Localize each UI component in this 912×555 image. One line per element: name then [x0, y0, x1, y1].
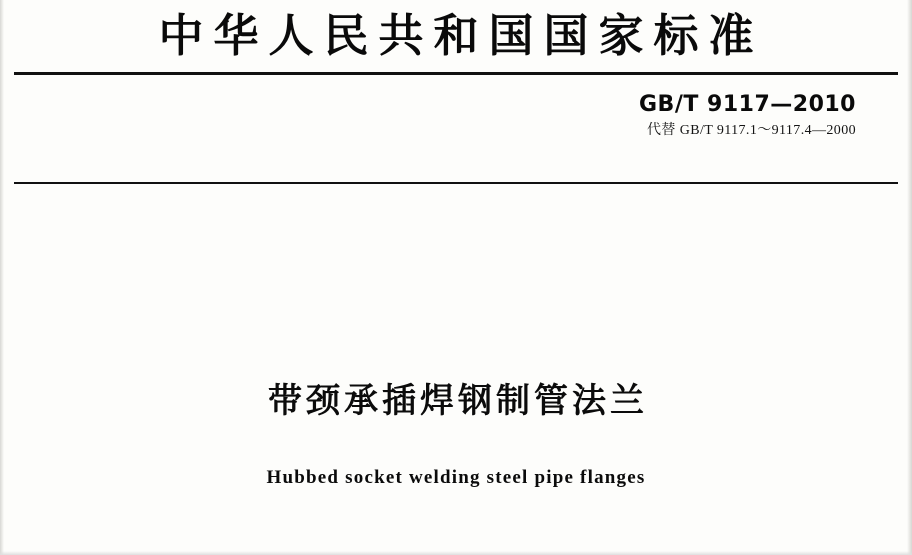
- national-standard-banner: [0, 6, 912, 66]
- banner-title: 中华人民共和国国家标准: [158, 9, 764, 62]
- standard-number: GB/T 9117—2010: [639, 92, 856, 117]
- standard-replaces-note: 代替 GB/T 9117.1～9117.4—2000: [647, 123, 856, 138]
- banner-divider-rule: [14, 72, 898, 75]
- document-title-zone: [0, 378, 912, 490]
- document-title-english: Hubbed socket welding steel pipe flanges: [266, 467, 646, 488]
- document-title-chinese: 带颈承插焊钢制管法兰: [268, 381, 648, 421]
- page-edge-bottom: [0, 551, 912, 555]
- standard-identifier-block: [639, 92, 856, 140]
- header-separator-rule: [14, 182, 898, 184]
